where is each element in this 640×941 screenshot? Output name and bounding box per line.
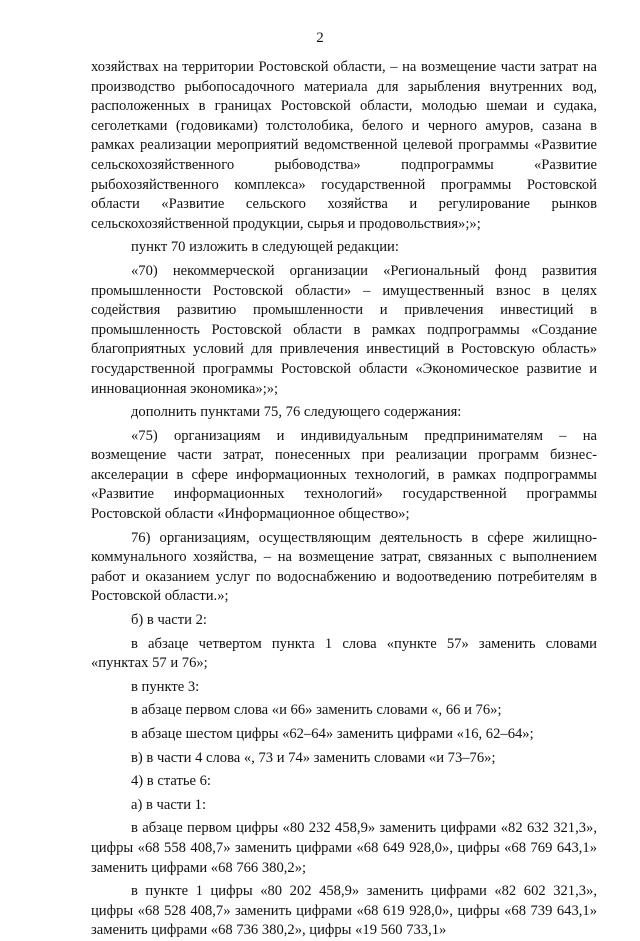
paragraph-point-3-heading: в пункте 3: <box>131 678 200 695</box>
paragraph-point-3-sixth: в абзаце шестом цифры «62–64» заменить цифрами «16, 62–64»; <box>131 726 534 742</box>
paragraph-point-76: 76) организациям, осуществляющим деятельность в сфере жилищно-коммунального хозяйства, – на возмещение затрат, связанных с выполнением работ и оказанием услуг по водоснабжению и водоотведению потребителям в Ростовской области.»; <box>91 529 597 605</box>
paragraph-part-1-heading: а) в части 1: <box>131 796 207 813</box>
paragraph-part-1-first: в абзаце первом цифры «80 232 458,9» заменить цифрами «82 632 321,3», цифры «68 558 408,7» заменить цифрами «68 649 928,0», цифры «68 769 643,1» заменить цифрами «68 766 380,2»; <box>91 820 597 876</box>
paragraph-article-6-heading: 4) в статье 6: <box>131 773 211 790</box>
paragraph-part-1-point-1: в пункте 1 цифры «80 202 458,9» заменить цифрами «82 602 321,3», цифры «68 528 408,7» заменить цифрами «68 619 928,0», цифры «68 739 643,1» заменить цифрами «68 736 380,2», цифры «19 560 733,1» <box>91 883 597 939</box>
paragraph-point-75: «75) организациям и индивидуальным предпринимателям – на возмещение части затрат, понесенных при реализации программ бизнес-акселерации в сфере информационных технологий, в рамках подпрограммы «Развитие информационных технологий» государственной программы Ростовской области «Информационное общество»; <box>91 427 597 523</box>
paragraph-point-70-instruction: пункт 70 изложить в следующей редакции: <box>131 239 399 256</box>
paragraph-part-4: в) в части 4 слова «, 73 и 74» заменить словами «и 73–76»; <box>131 749 496 766</box>
document-body <box>91 58 597 941</box>
paragraph-point-3-first: в абзаце первом слова «и 66» заменить словами «, 66 и 76»; <box>131 702 502 719</box>
paragraph-point-70-text: «70) некоммерческой организации «Региональный фонд развития промышленности Ростовской области» – имущественный взнос в целях содействия развитию промышленности и привлечения инвестиций в промышленность Ростовской области в рамках подпрограммы «Создание благоприятных условий для привлечения инвестиций в Ростовскую область» государственной программы Ростовской области «Экономическое развитие и инновационная экономика»;»; <box>91 262 597 397</box>
paragraph-part-2-heading: б) в части 2: <box>131 612 207 629</box>
paragraph-add-points-instruction: дополнить пунктами 75, 76 следующего содержания: <box>131 404 462 421</box>
page-number: 2 <box>316 30 324 46</box>
paragraph-continuation: хозяйствах на территории Ростовской области, – на возмещение части затрат на производство рыбопосадочного материала для зарыбления внутренних вод, расположенных в границах Ростовской области, молодью шемаи и судака, сеголетками (годовиками) толстолобика, белого и черного амуров, сазана в рамках реализации мероприятий ведомственной целевой программы «Развитие сельскохозяйственного рыбоводства» подпрограммы «Развитие рыбохозяйственного комплекса» государственной программы Ростовской области «Развитие сельского хозяйства и регулирование рынков сельскохозяйственной продукции, сырья и продовольствия»;»; <box>91 59 597 232</box>
paragraph-part-2-item-1: в абзаце четвертом пункта 1 слова «пункте 57» заменить словами «пунктах 57 и 76»; <box>91 635 597 672</box>
